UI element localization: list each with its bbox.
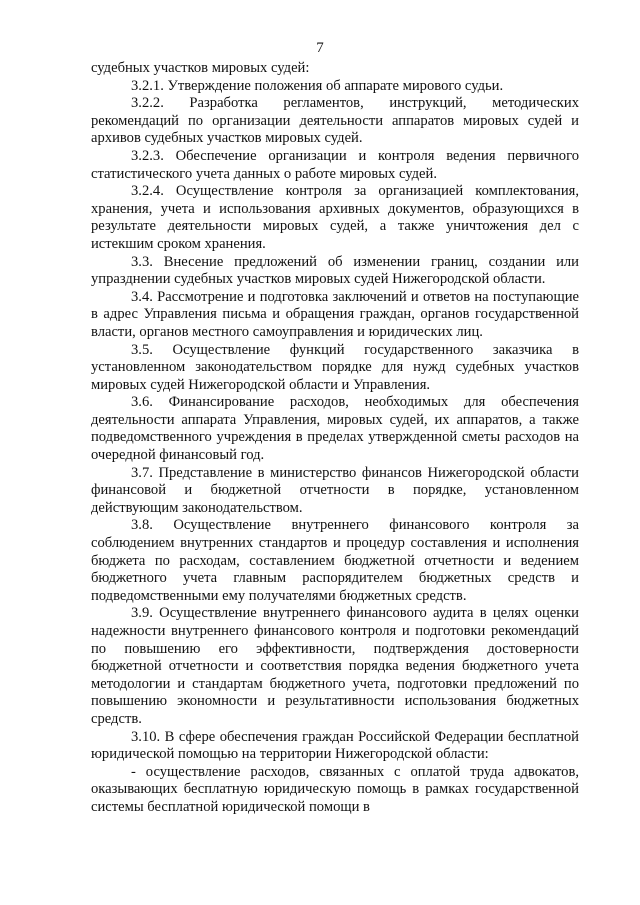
paragraph-3-2-4: 3.2.4. Осуществление контроля за организацией комплектования, хранения, учета и использования архивных документов, образующихся в результате деятельности мировых судей, а также уничтожения дел с истекшим сроком хранения.	[91, 183, 579, 252]
paragraph-3-4: 3.4. Рассмотрение и подготовка заключений и ответов на поступающие в адрес Управления письма и обращения граждан, органов государственной власти, органов местного самоуправления и юридических лиц.	[91, 288, 579, 340]
paragraph-list-item: - осуществление расходов, связанных с оплатой труда адвокатов, оказывающих бесплатную юридическую помощь в рамках государственной системы бесплатной юридической помощи в	[91, 763, 579, 815]
paragraph-3-6: 3.6. Финансирование расходов, необходимых для обеспечения деятельности аппарата Управления, мировых судей, их аппаратов, а также подведомственного учреждения в пределах утвержденной сметы расходов на очередной финансовый год.	[91, 394, 579, 464]
paragraph-3-2-3: 3.2.3. Обеспечение организации и контроля ведения первичного статистического учета данных о работе мировых судей.	[91, 147, 579, 182]
paragraph-3-7: 3.7. Представление в министерство финансов Нижегородской области финансовой и бюджетной отчетности в порядке, установленном действующим законодательством.	[91, 464, 579, 516]
paragraph-3-9: 3.9. Осуществление внутреннего финансового аудита в целях оценки надежности внутреннего финансового контроля и подготовки рекомендаций по повышению его эффективности, подтверждения достоверности бюджетной отчетности и соответствия порядка ведения бюджетного учета методологии и стандартам бюджетного учета, подготовки предложений по повышению экономности и результативности использования бюджетных средств.	[91, 605, 579, 727]
paragraph-3-2-2: 3.2.2. Разработка регламентов, инструкций, методических рекомендаций по организации деятельности аппаратов мировых судей и архивов судебных участков мировых судей.	[91, 95, 579, 147]
paragraph-3-8: 3.8. Осуществление внутреннего финансового контроля за соблюдением внутренних стандартов и процедур составления и исполнения бюджета по расходам, составлением бюджетной отчетности и ведением бюджетного учета главным распорядителем бюджетных средств и подведомственными ему получателями бюджетных средств.	[91, 517, 579, 604]
paragraph-3-2-1: 3.2.1. Утверждение положения об аппарате мирового судьи.	[131, 77, 504, 94]
paragraph-continuation: судебных участков мировых судей:	[91, 60, 310, 76]
paragraph-3-5: 3.5. Осуществление функций государственного заказчика в установленном законодательством порядке для нужд судебных участков мировых судей Нижегородской области и Управления.	[91, 341, 579, 393]
paragraph-3-3: 3.3. Внесение предложений об изменении границ, создании или упразднении судебных участков мировых судей Нижегородской области.	[91, 253, 579, 288]
paragraph-3-10: 3.10. В сфере обеспечения граждан Российской Федерации бесплатной юридической помощью на территории Нижегородской области:	[91, 728, 579, 763]
document-body	[91, 60, 579, 817]
page-number: 7	[316, 40, 324, 56]
